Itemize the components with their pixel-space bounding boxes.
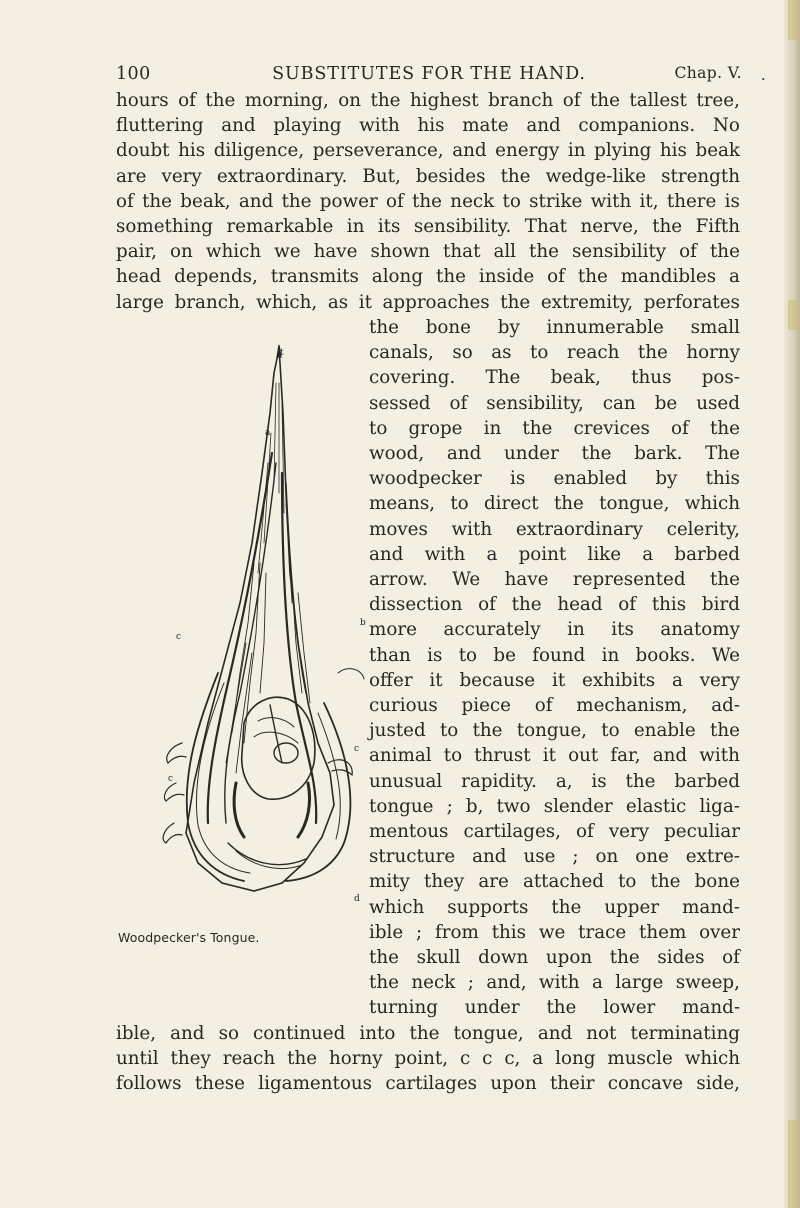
text-line: woodpecker is enabled by this [369, 468, 740, 490]
label-c: c [176, 632, 182, 642]
text-line: moves with extraordinary celerity, [369, 518, 740, 540]
text-line: pair, on which we have shown that all the sensibility of the [116, 241, 740, 263]
text-line: large branch, which, as it approaches the extremity, perforates [116, 291, 740, 313]
label-d: d [354, 894, 360, 904]
text-line: dissection of the head of this bird [369, 594, 740, 616]
text-line: the bone by innumerable small [369, 317, 740, 338]
text-line: wood, and under the bark. The [369, 443, 740, 464]
text-line: are very extraordinary. But, besides the wedge-like strength [116, 165, 740, 187]
text-line: until they reach the horny point, c c c, a long muscle which [116, 1048, 740, 1070]
text-line: means, to direct the tongue, which [369, 493, 740, 515]
text-line: doubt his diligence, perseverance, and energy in plying his beak [116, 140, 740, 162]
figure-caption: Woodpecker's Tongue. [118, 930, 260, 945]
edge-stain [788, 0, 798, 40]
text-line: something remarkable in its sensibility. That nerve, the Fifth [116, 216, 740, 237]
header-dot: . [760, 66, 766, 84]
edge-stain [788, 300, 798, 330]
text-line: more accurately in its anatomy [369, 619, 740, 641]
text-line: canals, so as to reach the horny [369, 342, 740, 364]
text-line: mentous cartilages, of very peculiar [369, 821, 740, 842]
text-line: animal to thrust it out far, and with [369, 745, 740, 767]
text-line: sessed of sensibility, can be used [369, 392, 740, 414]
text-line: follows these ligamentous cartilages upon their concave side, [116, 1073, 740, 1095]
text-line: and with a point like a barbed [369, 543, 740, 565]
label-a: a [265, 428, 271, 438]
engraving-svg [158, 343, 376, 915]
text-line: which supports the upper mand- [369, 896, 740, 918]
page-edge [784, 0, 800, 1208]
woodpecker-tongue-engraving [158, 343, 376, 915]
text-line: mity they are attached to the bone [369, 871, 740, 893]
running-title: SUBSTITUTES FOR THE HAND. [272, 64, 586, 84]
text-line: justed to the tongue, to enable the [369, 720, 740, 742]
text-line: arrow. We have represented the [369, 569, 740, 590]
text-line: hours of the morning, on the highest branch of the tallest tree, [116, 90, 740, 111]
text-line: than is to be found in books. We [369, 644, 740, 666]
text-line: tongue ; b, two slender elastic liga- [369, 795, 740, 817]
text-line: offer it because it exhibits a very [369, 669, 740, 691]
text-line: the neck ; and, with a large sweep, [369, 972, 740, 994]
text-line: head depends, transmits along the inside of the mandibles a [116, 266, 740, 288]
label-c-3: c [168, 774, 174, 784]
text-line: the skull down upon the sides of [369, 947, 740, 968]
text-line: to grope in the crevices of the [369, 417, 740, 439]
text-line: unusual rapidity. a, is the barbed [369, 770, 740, 792]
label-c-2: c [354, 744, 360, 754]
text-line: structure and use ; on one extre- [369, 846, 740, 868]
text-line: ible, and so continued into the tongue, and not terminating [116, 1023, 740, 1044]
edge-stain [788, 1120, 798, 1208]
running-header [116, 64, 766, 90]
chapter-label: Chap. V. [674, 64, 742, 82]
text-line: curious piece of mechanism, ad- [369, 695, 740, 716]
page-number: 100 [116, 64, 151, 84]
text-line: fluttering and playing with his mate and companions. No [116, 115, 740, 137]
text-line: turning under the lower mand- [369, 997, 740, 1019]
label-b: b [360, 618, 366, 628]
text-line: ible ; from this we trace them over [369, 921, 740, 943]
text-line: of the beak, and the power of the neck to strike with it, there is [116, 190, 740, 212]
text-line: covering. The beak, thus pos- [369, 367, 740, 389]
label-t: t [280, 348, 284, 358]
